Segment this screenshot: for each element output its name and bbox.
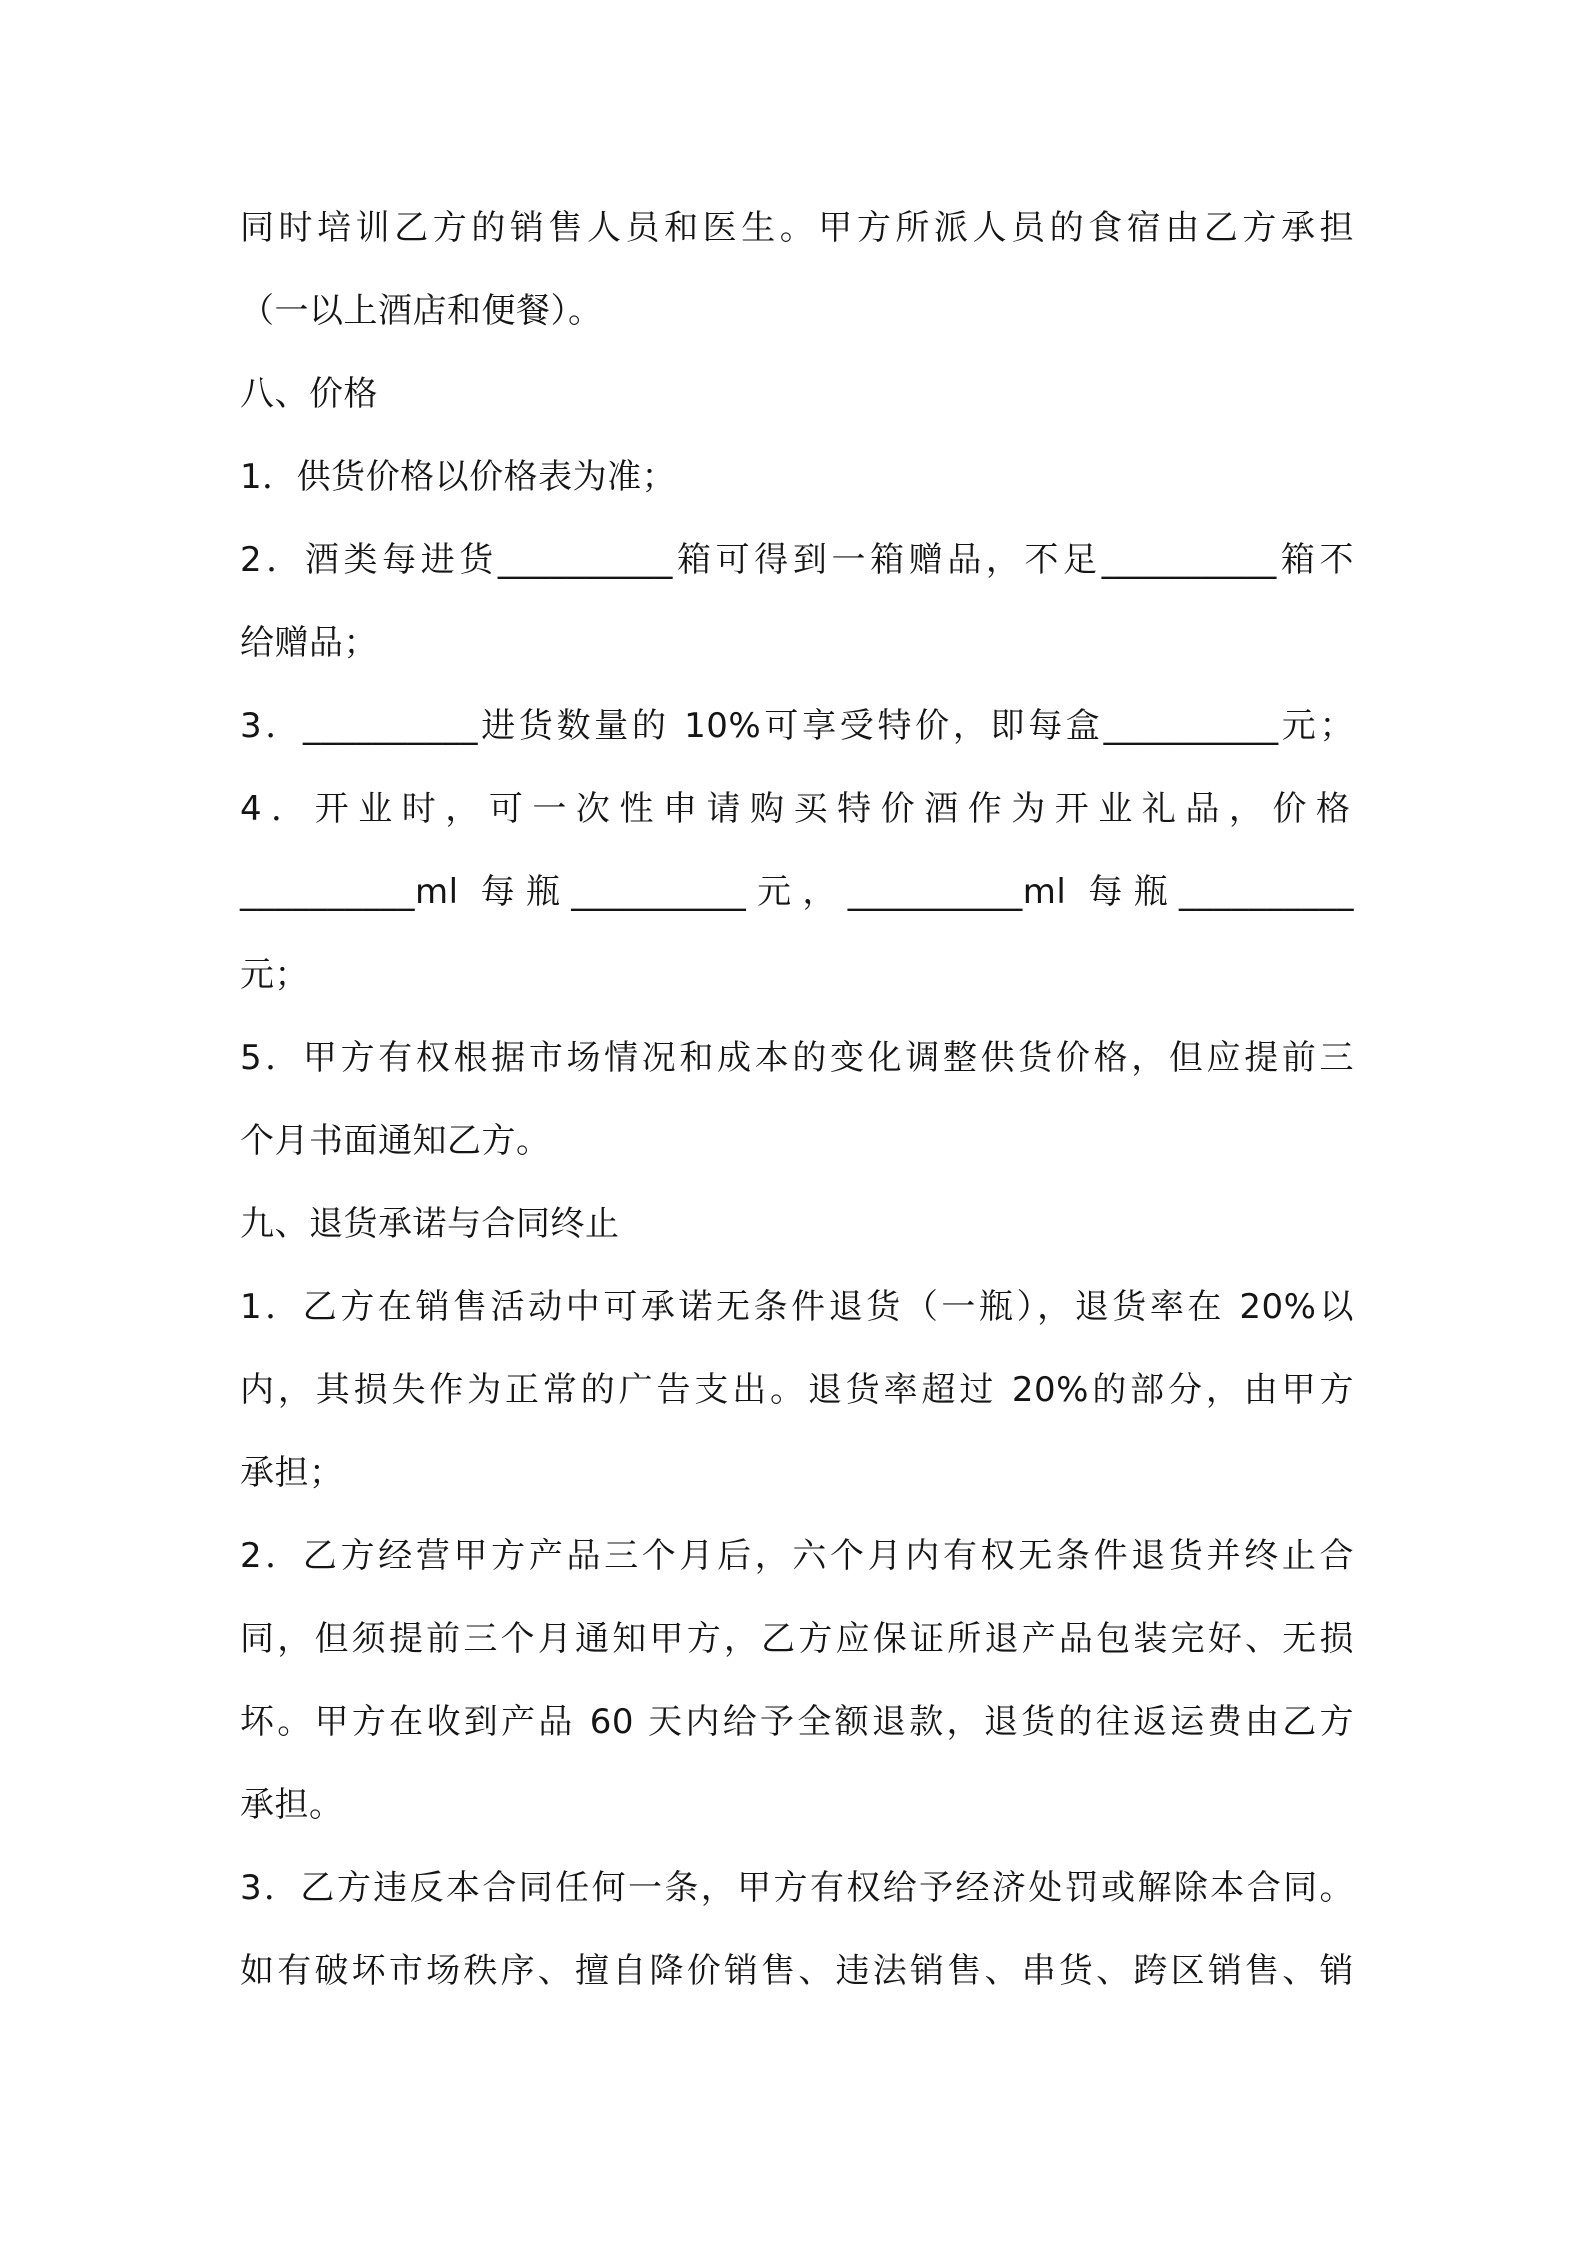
text-line: 2．乙方经营甲方产品三个月后，六个月内有权无条件退货并终止合	[240, 1536, 1354, 1576]
text-line: 承担；	[240, 1453, 344, 1493]
text-line: 个月书面通知乙方。	[240, 1121, 551, 1161]
text-line: 同时培训乙方的销售人员和医生。甲方所派人员的食宿由乙方承担	[240, 208, 1354, 248]
text-line: 如有破坏市场秩序、擅自降价销售、违法销售、串货、跨区销售、销	[240, 1951, 1354, 1991]
text-line: __________ml 每瓶__________元，__________ml 每瓶__________	[240, 872, 1354, 912]
text-line: 坏。甲方在收到产品 60 天内给予全额退款，退货的往返运费由乙方	[240, 1702, 1354, 1742]
text-line: 1．供货价格以价格表为准；	[240, 457, 677, 497]
text-line: 承担。	[240, 1785, 344, 1825]
section-heading: 八、价格	[240, 374, 378, 414]
text-line: 给赠品；	[240, 623, 378, 663]
text-line: 3．乙方违反本合同任何一条，甲方有权给予经济处罚或解除本合同。	[240, 1868, 1354, 1908]
text-line: 2．酒类每进货__________箱可得到一箱赠品，不足__________箱不	[240, 540, 1354, 580]
text-line: 元；	[240, 955, 309, 995]
text-line: 3．__________进货数量的 10%可享受特价，即每盒__________元；	[240, 706, 1354, 746]
text-line: 内，其损失作为正常的广告支出。退货率超过 20%的部分，由甲方	[240, 1370, 1354, 1410]
text-line: （一以上酒店和便餐）。	[240, 291, 603, 331]
text-line: 1．乙方在销售活动中可承诺无条件退货（一瓶），退货率在 20%以	[240, 1287, 1354, 1327]
section-heading: 九、退货承诺与合同终止	[240, 1204, 620, 1244]
text-line: 同，但须提前三个月通知甲方，乙方应保证所退产品包装完好、无损	[240, 1619, 1354, 1659]
text-line: 4．开业时，可一次性申请购买特价酒作为开业礼品，价格	[240, 789, 1354, 829]
text-line: 5．甲方有权根据市场情况和成本的变化调整供货价格，但应提前三	[240, 1038, 1354, 1078]
